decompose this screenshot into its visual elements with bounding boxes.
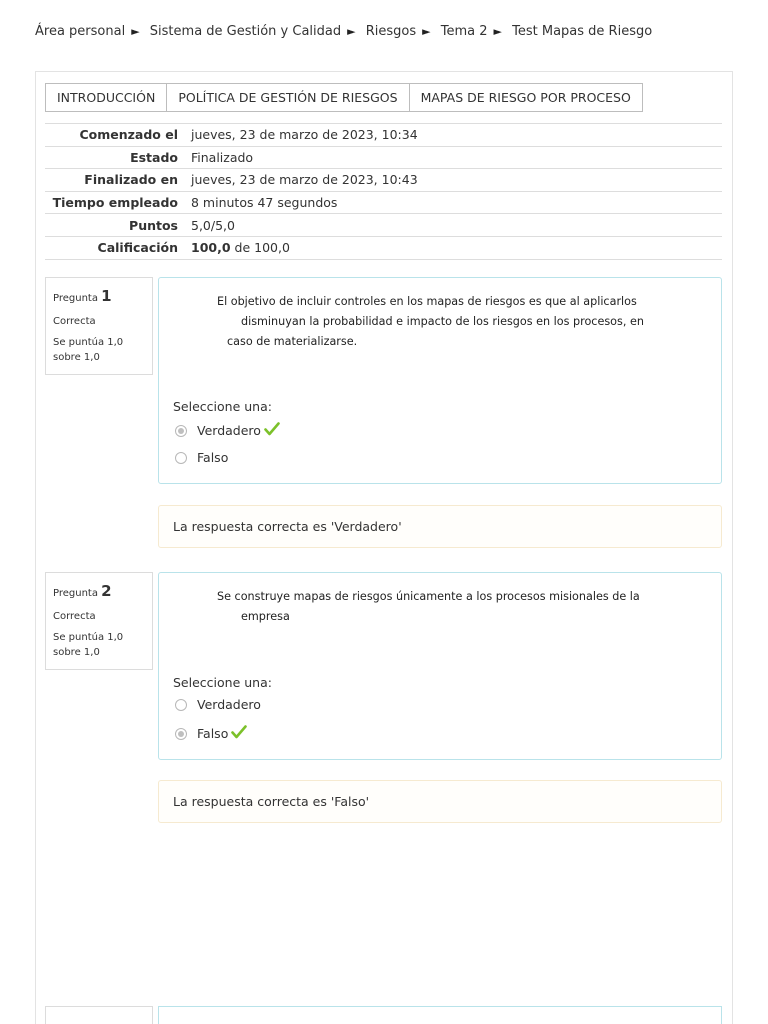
select-prompt: Seleccione una:	[173, 399, 272, 414]
answer-label: Verdadero	[197, 697, 261, 712]
summary-value	[191, 236, 722, 259]
checkmark-icon	[264, 422, 280, 439]
summary-label: Calificación	[45, 236, 191, 259]
breadcrumb-item-tema[interactable]: Tema 2	[440, 24, 488, 39]
breadcrumb-separator-icon: ►	[422, 25, 431, 38]
tab-introduccion[interactable]: INTRODUCCIÓN	[45, 83, 167, 112]
question-text	[217, 292, 687, 352]
summary-label: Comenzado el	[45, 124, 191, 147]
breadcrumb-item-area-personal[interactable]: Área personal	[35, 24, 126, 39]
breadcrumb-item-test[interactable]: Test Mapas de Riesgo	[512, 24, 653, 39]
question-text-line: Se construye mapas de riesgos únicamente a los procesos misionales de la	[217, 590, 640, 603]
summary-row-points	[45, 214, 722, 237]
summary-row-finished	[45, 169, 722, 192]
breadcrumb-item-sistema[interactable]: Sistema de Gestión y Calidad	[149, 24, 342, 39]
answer-option-verdadero[interactable]	[175, 422, 280, 439]
question-status: Correcta	[53, 315, 96, 327]
breadcrumb	[35, 24, 652, 39]
question-content-1	[158, 277, 722, 484]
breadcrumb-separator-icon: ►	[347, 25, 356, 38]
question-info-3	[45, 1006, 153, 1024]
breadcrumb-separator-icon: ►	[131, 25, 140, 38]
question-info-1	[45, 277, 153, 375]
attempt-summary-table	[45, 123, 722, 260]
breadcrumb-separator-icon: ►	[493, 25, 502, 38]
question-number: 1	[101, 287, 112, 305]
question-info-2	[45, 572, 153, 670]
summary-row-time	[45, 191, 722, 214]
question-text-line: El objetivo de incluir controles en los mapas de riesgos es que al aplicarlos	[217, 295, 637, 308]
question-number: 2	[101, 582, 112, 600]
feedback-box-1: La respuesta correcta es 'Verdadero'	[158, 505, 722, 548]
grade-max: de 100,0	[230, 240, 290, 256]
summary-label: Tiempo empleado	[45, 191, 191, 214]
question-content-3	[158, 1006, 722, 1024]
answer-option-falso[interactable]	[175, 725, 247, 742]
question-status: Correcta	[53, 610, 96, 622]
question-text-line: empresa	[241, 610, 290, 623]
radio-button[interactable]	[175, 699, 187, 711]
feedback-box-2: La respuesta correcta es 'Falso'	[158, 780, 722, 823]
question-text-line: disminuyan la probabilidad e impacto de los riesgos en los procesos, en	[241, 315, 644, 328]
summary-label: Finalizado en	[45, 169, 191, 192]
summary-row-grade	[45, 236, 722, 259]
question-score: Se puntúa 1,0	[53, 336, 124, 348]
select-prompt: Seleccione una:	[173, 675, 272, 690]
summary-value: Finalizado	[191, 146, 722, 169]
answer-option-verdadero[interactable]	[175, 697, 261, 712]
question-text-line: caso de materializarse.	[227, 335, 358, 348]
radio-button[interactable]	[175, 425, 187, 437]
summary-label: Estado	[45, 146, 191, 169]
answer-label: Falso	[197, 450, 229, 465]
summary-value: jueves, 23 de marzo de 2023, 10:34	[191, 124, 722, 147]
question-label: Pregunta	[53, 293, 98, 304]
summary-row-state	[45, 146, 722, 169]
summary-value: 8 minutos 47 segundos	[191, 191, 722, 214]
radio-button[interactable]	[175, 728, 187, 740]
grade-value: 100,0	[191, 240, 231, 256]
section-tabs	[45, 83, 642, 112]
tab-mapas-proceso[interactable]: MAPAS DE RIESGO POR PROCESO	[409, 83, 643, 112]
answer-label: Falso	[197, 726, 229, 741]
answer-option-falso[interactable]	[175, 450, 228, 465]
question-text	[217, 587, 687, 627]
tab-politica[interactable]: POLÍTICA DE GESTIÓN DE RIESGOS	[166, 83, 409, 112]
question-score-max: sobre 1,0	[53, 351, 100, 363]
checkmark-icon	[231, 725, 247, 742]
answer-label: Verdadero	[197, 423, 261, 438]
question-score-max: sobre 1,0	[53, 646, 100, 658]
summary-row-started	[45, 124, 722, 147]
breadcrumb-item-riesgos[interactable]: Riesgos	[365, 24, 417, 39]
question-content-2	[158, 572, 722, 760]
summary-label: Puntos	[45, 214, 191, 237]
question-label: Pregunta	[53, 588, 98, 599]
summary-value: 5,0/5,0	[191, 214, 722, 237]
question-score: Se puntúa 1,0	[53, 631, 124, 643]
summary-value: jueves, 23 de marzo de 2023, 10:43	[191, 169, 722, 192]
radio-button[interactable]	[175, 452, 187, 464]
